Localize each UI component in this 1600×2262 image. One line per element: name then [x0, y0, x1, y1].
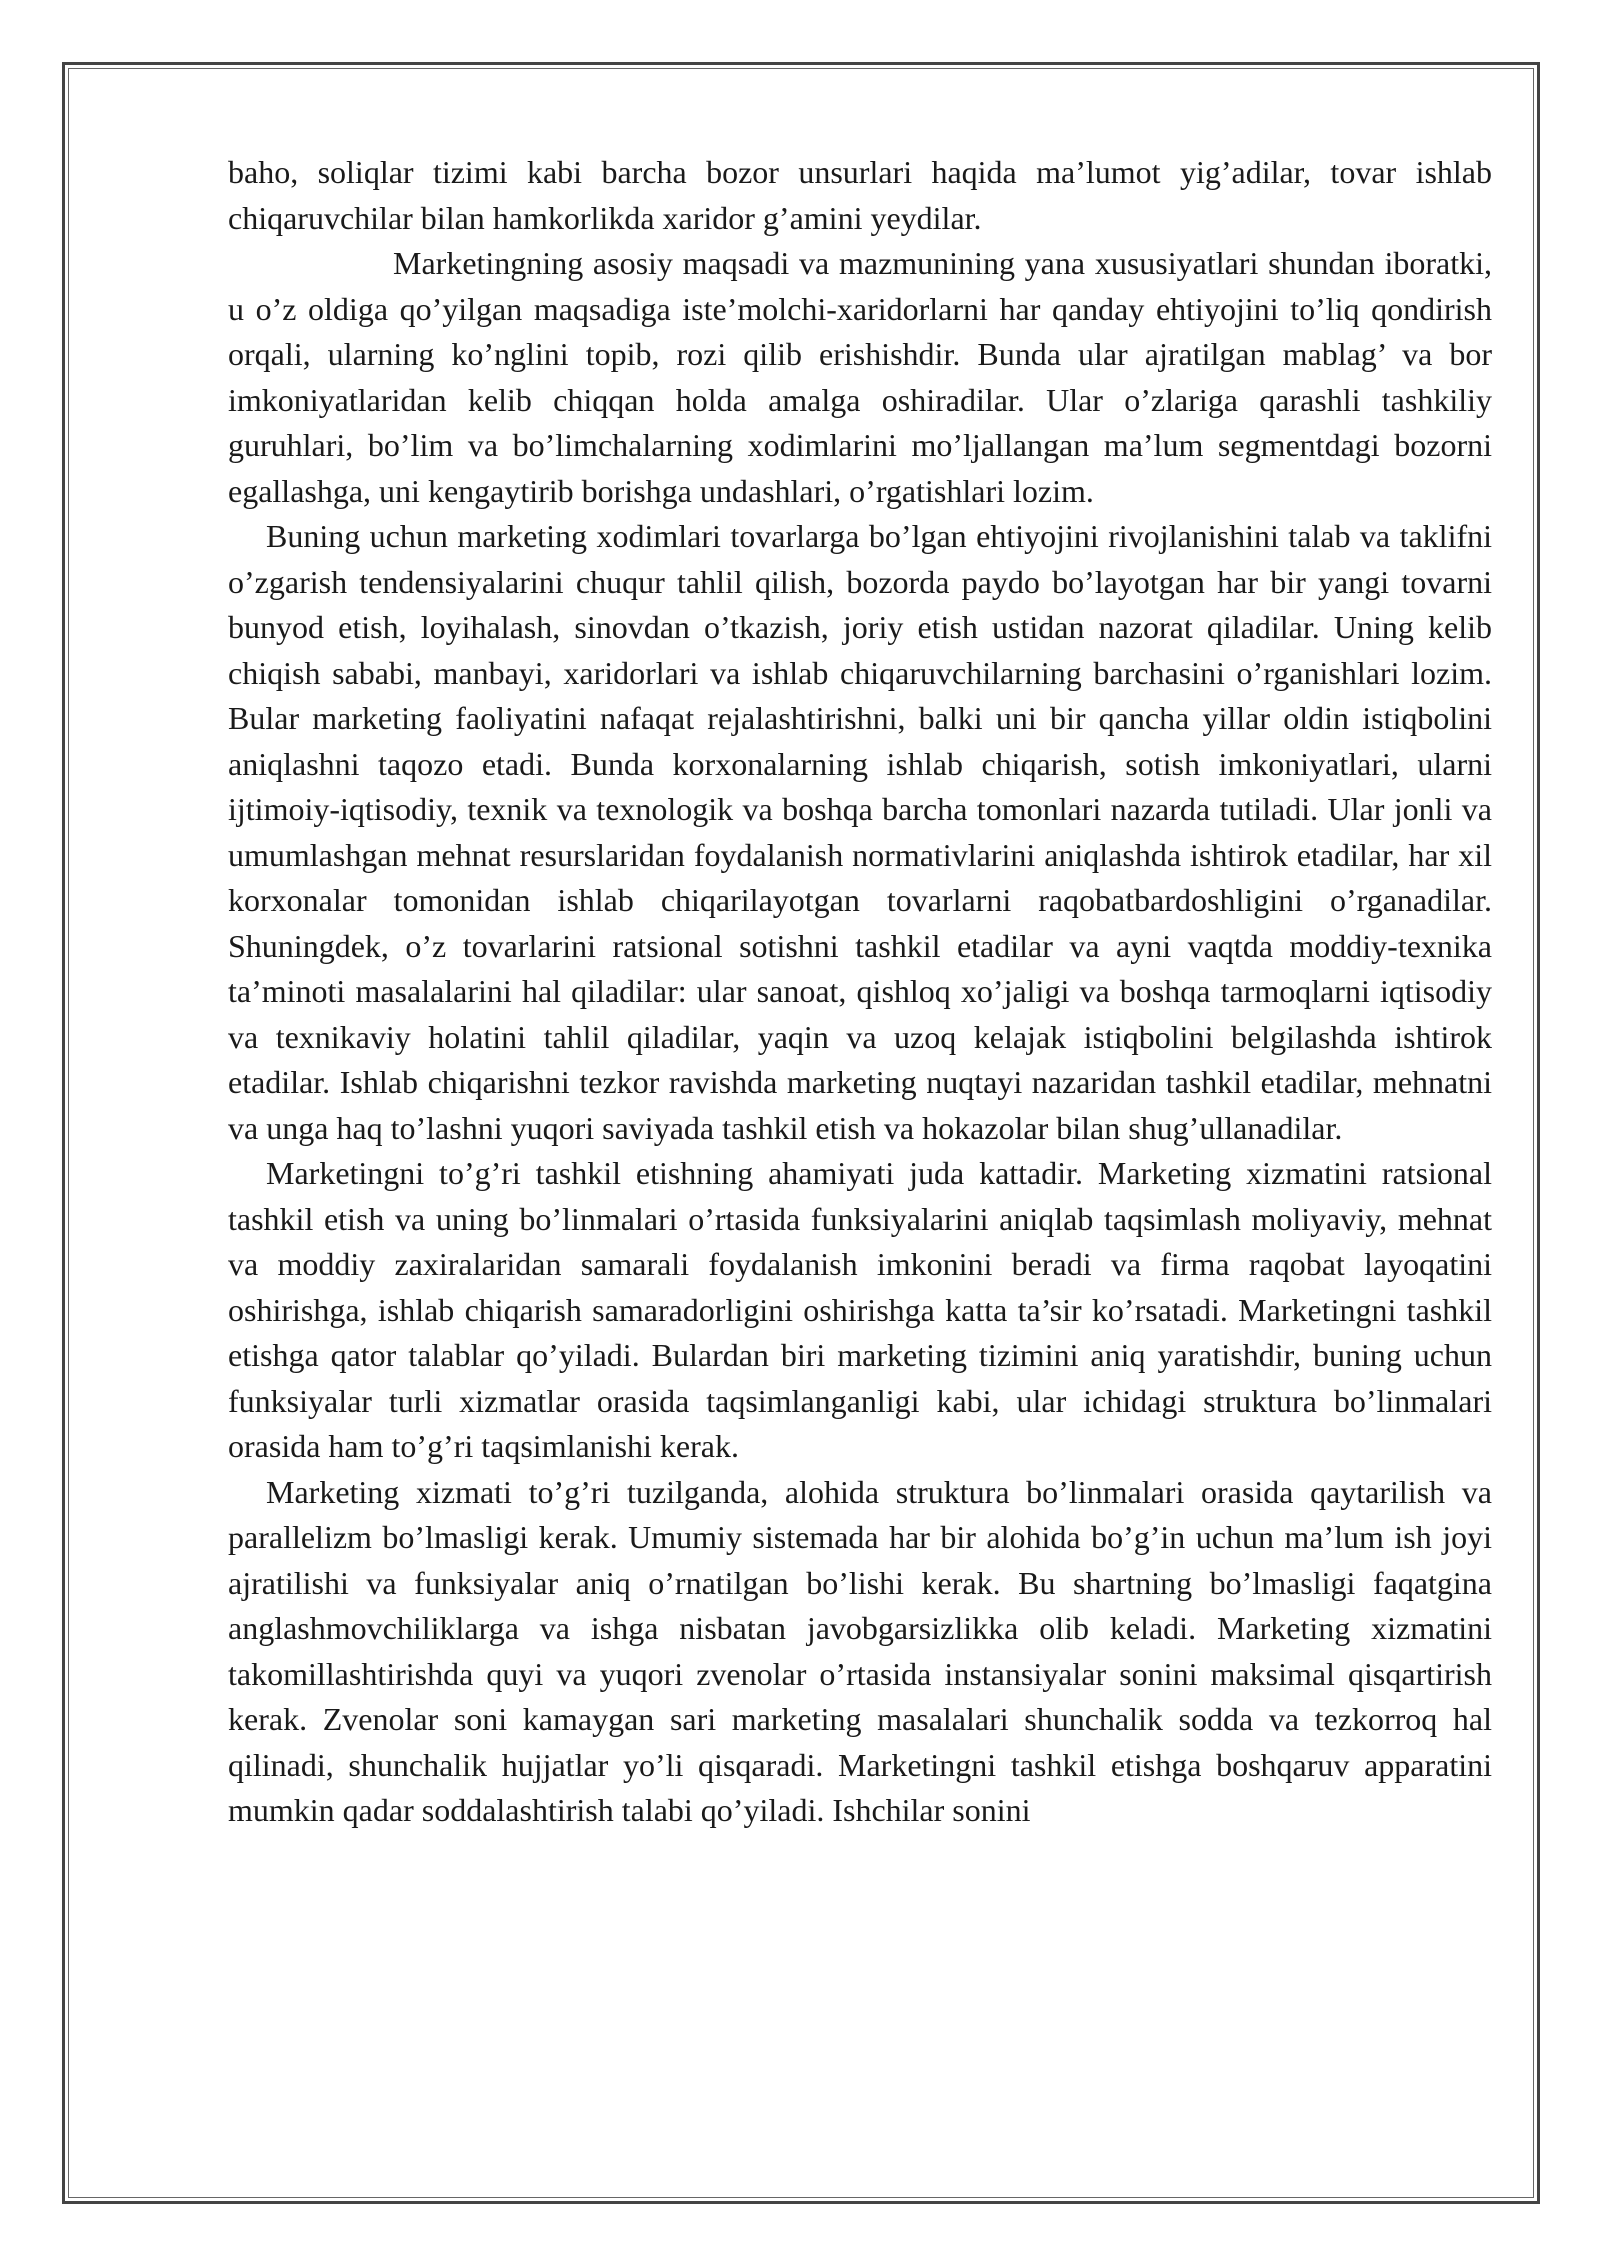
paragraph: Marketingni to’g’ri tashkil etishning ahamiyati juda kattadir. Marketing xizmatini ratsional tashkil etish va uning bo’linmalari o’rtasida funksiyalarini aniqlab taqsimlash moliyaviy, mehnat va moddiy zaxiralaridan samarali foydalanish imkonini beradi va firma raqobat layoqatini oshirishga, ishlab chiqarish samaradorligini oshirishga katta ta’sir ko’rsatadi. Marketingni tashkil etishga qator talablar qo’yiladi. Bulardan biri marketing tizimini aniq yaratishdir, buning uchun funksiyalar turli xizmatlar orasida taqsimlanganligi kabi, ular ichidagi struktura bo’linmalari orasida ham to’g’ri taqsimlanishi kerak. — [228, 1155, 1492, 1464]
paragraph-continued: baho, soliqlar tizimi kabi barcha bozor unsurlari haqida ma’lumot yig’adilar, tovar ishlab chiqaruvchilar bilan hamkorlikda xaridor g’amini yeydilar. — [228, 154, 1492, 236]
paragraph: Marketingning asosiy maqsadi va mazmunining yana xususiyatlari shundan iboratki, u o’z oldiga qo’yilgan maqsadiga iste’molchi-xaridorlarni har qanday ehtiyojini to’liq qondirish orqali, ularning ko’nglini topib, rozi qilib erishishdir. Bunda ular ajratilgan mablag’ va bor imkoniyatlaridan kelib chiqqan holda amalga oshiradilar. Ular o’zlariga qarashli tashkiliy guruhlari, bo’lim va bo’limchalarning xodimlarini mo’ljallangan ma’lum segmentdagi bozorni egallashga, uni kengaytirib borishga undashlari, o’rgatishlari lozim. — [228, 245, 1492, 509]
page-body — [228, 150, 1492, 1834]
paragraph: Buning uchun marketing xodimlari tovarlarga bo’lgan ehtiyojini rivojlanishini talab va taklifni o’zgarish tendensiyalarini chuqur tahlil qilish, bozorda paydo bo’layotgan har bir yangi tovarni bunyod etish, loyihalash, sinovdan o’tkazish, joriy etish ustidan nazorat qiladilar. Uning kelib chiqish sababi, manbayi, xaridorlari va ishlab chiqaruvchilarning barchasini o’rganishlari lozim. Bular marketing faoliyatini nafaqat rejalashtirishni, balki uni bir qancha yillar oldin istiqbolini aniqlashni taqozo etadi. Bunda korxonalarning ishlab chiqarish, sotish imkoniyatlari, ularni ijtimoiy-iqtisodiy, texnik va texnologik va boshqa barcha tomonlari nazarda tutiladi. Ular jonli va umumlashgan mehnat resurslaridan foydalanish normativlarini aniqlashda ishtirok etadilar, har xil korxonalar tomonidan ishlab chiqarilayotgan tovarlarni raqobatbardoshligini o’rganadilar. Shuningdek, o’z tovarlarini ratsional sotishni tashkil etadilar va ayni vaqtda moddiy-texnika ta’minoti masalalarini hal qiladilar: ular sanoat, qishloq xo’jaligi va boshqa tarmoqlarni iqtisodiy va texnikaviy holatini tahlil qiladilar, yaqin va uzoq kelajak istiqbolini belgilashda ishtirok etadilar. Ishlab chiqarishni tezkor ravishda marketing nuqtayi nazaridan tashkil etadilar, mehnatni va unga haq to’lashni yuqori saviyada tashkil etish va hokazolar bilan shug’ullanadilar. — [228, 518, 1492, 1146]
paragraph: Marketing xizmati to’g’ri tuzilganda, alohida struktura bo’linmalari orasida qaytarilish va parallelizm bo’lmasligi kerak. Umumiy sistemada har bir alohida bo’g’in uchun ma’lum ish joyi ajratilishi va funksiyalar aniq o’rnatilgan bo’lishi kerak. Bu shartning bo’lmasligi faqatgina anglashmovchiliklarga va ishga nisbatan javobgarsizlikka olib keladi. Marketing xizmatini takomillashtirishda quyi va yuqori zvenolar o’rtasida instansiyalar sonini maksimal qisqartirish kerak. Zvenolar soni kamaygan sari marketing masalalari shunchalik sodda va tezkorroq hal qilinadi, shunchalik hujjatlar yo’li qisqaradi. Marketingni tashkil etishga boshqaruv apparatini mumkin qadar soddalashtirish talabi qo’yiladi. Ishchilar sonini — [228, 1473, 1492, 1828]
